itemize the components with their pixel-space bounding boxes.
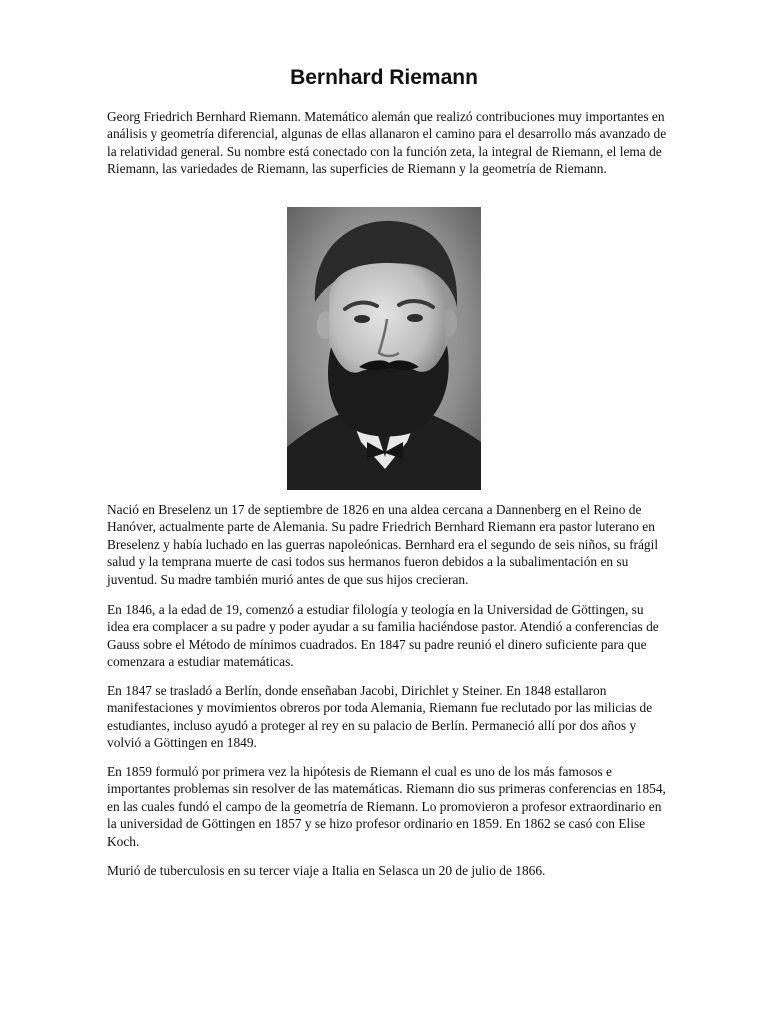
page-title: Bernhard Riemann <box>290 66 478 89</box>
biography-paragraph-studies: En 1846, a la edad de 19, comenzó a estudiar filología y teología en la Universidad de Göttingen, su idea era complacer a su padre y poder ayudar a su familia haciéndose pastor. Atendió a conferencias de Gauss sobre el Método de mínimos cuadrados. En 1847 su padre reunió el dinero suficiente para que comenzara a estudiar matemáticas. <box>107 602 659 670</box>
portrait-photo <box>287 207 481 490</box>
biography-paragraph-death: Murió de tuberculosis en su tercer viaje a Italia en Selasca un 20 de julio de 1866. <box>107 863 546 878</box>
biography-paragraph-hypothesis: En 1859 formuló por primera vez la hipótesis de Riemann el cual es uno de los más famosos e importantes problemas sin resolver de las matemáticas. Riemann dio sus primeras conferencias en 1854, en las cuales fundó el campo de la geometría de Riemann. Lo promovieron a profesor extraordinario en la universidad de Göttingen en 1857 y se hizo profesor ordinario en 1859. En 1862 se casó con Elise Koch. <box>107 764 666 849</box>
biography-paragraph-birth: Nació en Breselenz un 17 de septiembre de 1826 en una aldea cercana a Dannenberg en el Reino de Hanóver, actualmente parte de Alemania. Su padre Friedrich Bernhard Riemann era pastor luterano en Breselenz y había luchado en las guerras napoleónicas. Bernhard era el segundo de seis niños, su frágil salud y la temprana muerte de casi todos sus hermanos fueron debidos a la subalimentación en su juventud. Su madre también murió antes de que sus hijos crecieran. <box>107 502 659 587</box>
biography-paragraph-berlin: En 1847 se trasladó a Berlín, donde enseñaban Jacobi, Dirichlet y Steiner. En 1848 estallaron manifestaciones y movimientos obreros por toda Alemania, Riemann fue reclutado por las milicias de estudiantes, incluso ayudó a proteger al rey en su palacio de Berlín. Permaneció allí por dos años y volvió a Göttingen en 1849. <box>107 683 653 751</box>
intro-paragraph: Georg Friedrich Bernhard Riemann. Matemático alemán que realizó contribuciones muy importantes en análisis y geometría diferencial, algunas de ellas allanaron el camino para el desarrollo más avanzado de la relatividad general. Su nombre está conectado con la función zeta, la integral de Riemann, el lema de Riemann, las variedades de Riemann, las superficies de Riemann y la geometría de Riemann. <box>107 109 667 177</box>
